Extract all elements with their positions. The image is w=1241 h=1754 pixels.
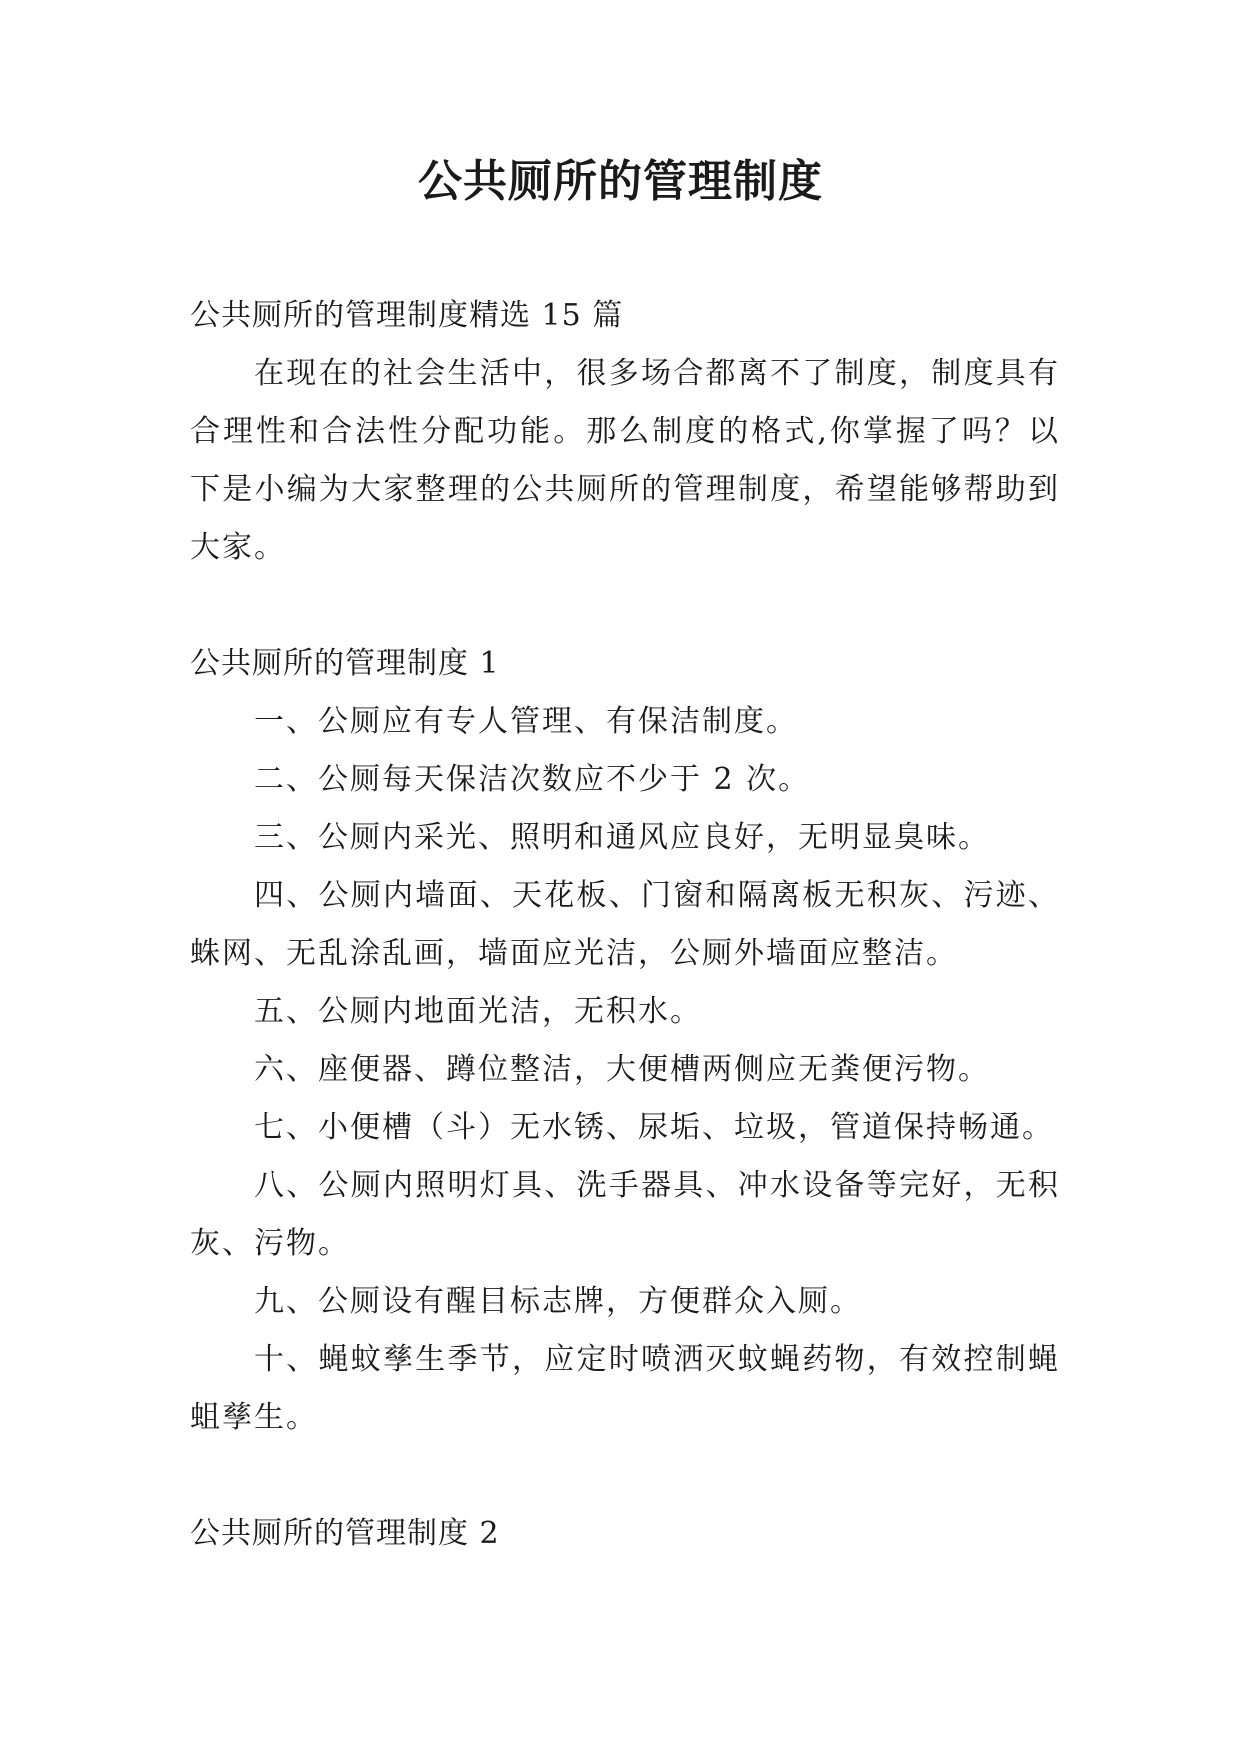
section-spacer xyxy=(190,577,1060,635)
intro-paragraph: 在现在的社会生活中，很多场合都离不了制度，制度具有合理性和合法性分配功能。那么制度的格式,你掌握了吗？以下是小编为大家整理的公共厕所的管理制度，希望能够帮助到大家。 xyxy=(190,356,1060,565)
rule-item: 六、座便器、蹲位整洁，大便槽两侧应无粪便污物。 xyxy=(254,1052,990,1087)
section-heading: 公共厕所的管理制度 1 xyxy=(190,646,500,681)
rule-item: 七、小便槽（斗）无水锈、尿垢、垃圾，管道保持畅通。 xyxy=(254,1110,1054,1145)
rule-item: 三、公厕内采光、照明和通风应良好，无明显臭味。 xyxy=(254,820,990,855)
page-title: 公共厕所的管理制度 xyxy=(418,156,823,207)
rule-item: 一、公厕应有专人管理、有保洁制度。 xyxy=(254,704,798,739)
rule-item: 八、公厕内照明灯具、洗手器具、冲水设备等完好，无积灰、污物。 xyxy=(190,1168,1060,1261)
section-heading: 公共厕所的管理制度 2 xyxy=(190,1516,500,1551)
rule-item: 二、公厕每天保洁次数应不少于 2 次。 xyxy=(254,762,811,797)
document-subtitle: 公共厕所的管理制度精选 15 篇 xyxy=(190,298,624,333)
rule-item: 五、公厕内地面光洁，无积水。 xyxy=(254,994,702,1029)
rule-item: 九、公厕设有醒目标志牌，方便群众入厕。 xyxy=(254,1284,862,1319)
section-spacer xyxy=(190,1447,1060,1505)
rule-item: 四、公厕内墙面、天花板、门窗和隔离板无积灰、污迹、蛛网、无乱涂乱画，墙面应光洁，公厕外墙面应整洁。 xyxy=(190,878,1060,971)
rule-item: 十、蝇蚊孳生季节，应定时喷洒灭蚊蝇药物，有效控制蝇蛆孳生。 xyxy=(190,1342,1060,1435)
document-body xyxy=(190,287,1060,1563)
